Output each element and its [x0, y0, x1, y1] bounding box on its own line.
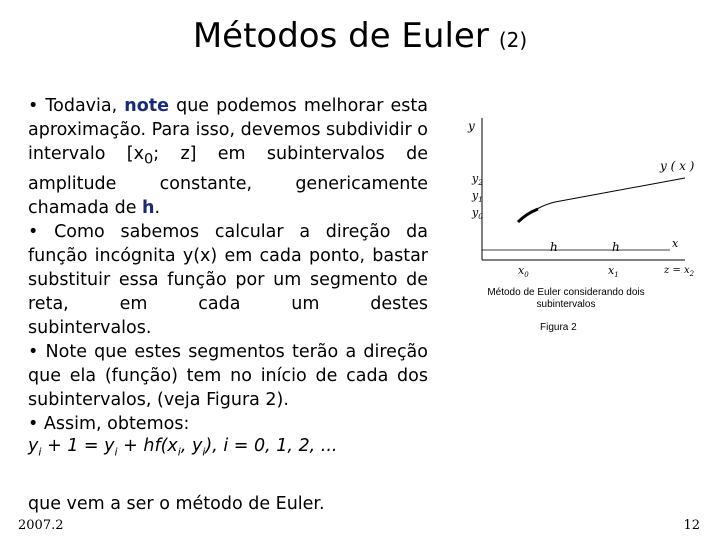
- formula-part-4: ), i = 0, 1, 2, ...: [205, 436, 338, 456]
- p1-sub-0: 0: [143, 150, 154, 168]
- paragraph-3: • Note que estes segmentos terão a direção que ela (função) tem no início de cada dos: [28, 341, 428, 386]
- h-label-2: h: [612, 240, 620, 254]
- y2-label: $y_2$: [472, 172, 483, 187]
- paragraph-4: • Assim, obtemos:: [28, 413, 190, 434]
- p1-text-b: que podemos melhorar esta aproximação. Para isso, devemos subdividir o intervalo [x: [28, 96, 428, 164]
- title-sub: (2): [498, 28, 528, 52]
- p1-text-c: ; z] em subintervalos de amplitude constante, genericamente: [28, 144, 428, 194]
- x2-label: $z = x_2$: [664, 265, 695, 278]
- x0-label: $x_0$: [518, 264, 529, 279]
- paragraph-2-end: subintervalos.: [28, 317, 152, 338]
- figure-caption: Método de Euler considerando dois subintervalos: [487, 287, 645, 310]
- formula-sub-3: i: [177, 445, 181, 459]
- x1-label: $x_1$: [608, 264, 619, 279]
- body-text: [28, 94, 428, 436]
- paragraph-1-end: [28, 196, 428, 220]
- x-axis-label: x: [672, 237, 679, 250]
- p1-text-a: • Todavia,: [28, 96, 125, 116]
- formula-y: y: [28, 436, 39, 456]
- page-number: 12: [683, 518, 700, 533]
- paragraph-3-end: subintervalos, (veja Figura 2).: [28, 389, 289, 410]
- formula-sub-2: i: [114, 445, 118, 459]
- closing-text: que vem a ser o método de Euler.: [28, 494, 325, 514]
- formula-sub-1: i: [38, 445, 42, 459]
- figure-label: Figura 2: [540, 322, 577, 333]
- euler-formula: [28, 436, 337, 459]
- paragraph-1: [28, 94, 428, 196]
- footer-date: 2007.2: [18, 518, 64, 533]
- formula-part-1: + 1 = y: [41, 436, 115, 456]
- p1-text-e: .: [154, 197, 161, 218]
- solution-curve: [518, 178, 685, 222]
- slide-title: [0, 14, 720, 62]
- y1-label: $y_1$: [472, 189, 483, 204]
- euler-segments: [518, 209, 538, 222]
- formula-part-2: + hf(x: [117, 436, 178, 456]
- y-axis-label: y: [468, 119, 475, 133]
- h-label-1: h: [550, 240, 558, 254]
- y0-label: $y_0$: [472, 206, 483, 221]
- paragraph-2: • Como sabemos calcular a direção da função incógnita y(x) em cada ponto, bastar substituir essa função por um segmento de reta, em cada um destes: [28, 221, 428, 314]
- p1-text-d: chamada de: [28, 197, 143, 218]
- formula-part-3: , y: [180, 436, 203, 456]
- title-main: Métodos de Euler: [192, 16, 489, 56]
- curve-label: y ( x ): [660, 159, 695, 173]
- formula-sub-4: i: [202, 445, 206, 459]
- note-highlight: note: [124, 96, 169, 116]
- h-highlight: h: [142, 197, 155, 218]
- euler-figure: [460, 100, 710, 350]
